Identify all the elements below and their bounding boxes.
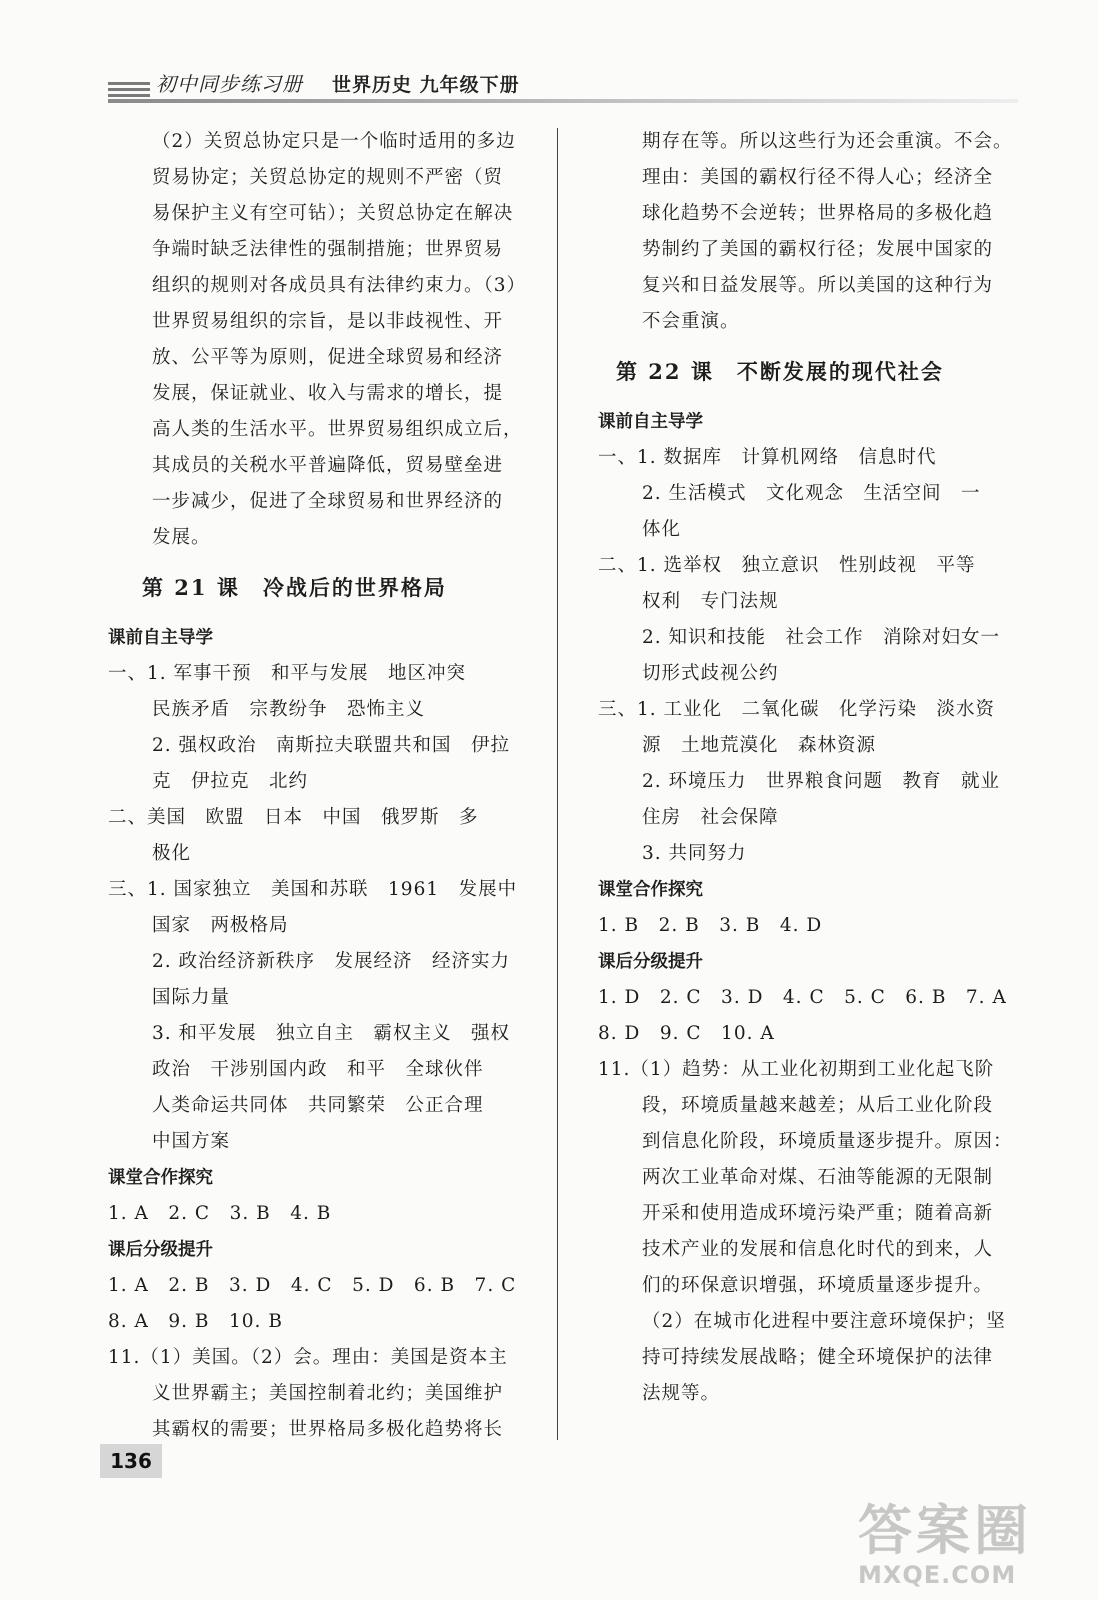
answer-line: 复兴和日益发展等。所以美国的这种行为 <box>642 275 994 296</box>
page-number: 136 <box>100 1444 162 1478</box>
answer-line: 2. 知识和技能 社会工作 消除对妇女一 <box>642 627 1001 648</box>
answer-line: 二、1. 选举权 独立意识 性别歧视 平等 <box>598 555 976 576</box>
answer-line: 2. 生活模式 文化观念 生活空间 一 <box>642 483 981 504</box>
series-title: 初中同步练习册 <box>156 72 303 96</box>
answer-line: （2）关贸总协定只是一个临时适用的多边 <box>152 131 516 152</box>
answer-line: 政治 干涉别国内政 和平 全球伙伴 <box>152 1059 484 1080</box>
right-column <box>598 124 1026 1412</box>
watermark-logo: 答案圈 <box>858 1499 1032 1562</box>
answer-line: 两次工业革命对煤、石油等能源的无限制 <box>642 1167 994 1188</box>
subject-title: 世界历史 九年级下册 <box>332 74 520 96</box>
answer-line: 国际力量 <box>152 987 231 1008</box>
section-heading: 课后分级提升 <box>598 952 703 972</box>
answer-line: 1. B 2. B 3. B 4. D <box>598 915 823 936</box>
section-heading: 课堂合作探究 <box>108 1168 213 1188</box>
answer-line: 体化 <box>642 519 682 540</box>
answer-line: 世界贸易组织的宗旨，是以非歧视性、开 <box>152 311 504 332</box>
answer-line: 球化趋势不会逆转；世界格局的多极化趋 <box>642 203 994 224</box>
answer-line: 1. D 2. C 3. D 4. C 5. C 6. B 7. A <box>598 987 1007 1008</box>
answer-line: 极化 <box>152 843 192 864</box>
answer-line: 一步减少，促进了全球贸易和世界经济的 <box>152 491 504 512</box>
lesson-title: 第 22 课 不断发展的现代社会 <box>616 359 944 384</box>
answer-line: 3. 共同努力 <box>642 843 747 864</box>
answer-line: 势制约了美国的霸权行径；发展中国家的 <box>642 239 994 260</box>
answer-line: 源 土地荒漠化 森林资源 <box>642 735 877 756</box>
answer-line: （2）在城市化进程中要注意环境保护；坚 <box>642 1311 1006 1332</box>
answer-line: 开采和使用造成环境污染严重；随着高新 <box>642 1203 994 1224</box>
answer-line: 三、1. 工业化 二氧化碳 化学污染 淡水资 <box>598 699 996 720</box>
answer-line: 高人类的生活水平。世界贸易组织成立后， <box>152 419 523 440</box>
answer-line: 易保护主义有空可钻）；关贸总协定在解决 <box>152 203 514 224</box>
answer-line: 理由：美国的霸权行径不得人心；经济全 <box>642 167 994 188</box>
answer-line: 1. A 2. C 3. B 4. B <box>108 1203 332 1224</box>
answer-line: 1. A 2. B 3. D 4. C 5. D 6. B 7. C <box>108 1275 517 1296</box>
answer-line: 民族矛盾 宗教纷争 恐怖主义 <box>152 699 426 720</box>
header-decoration <box>108 82 150 100</box>
answer-line: 中国方案 <box>152 1131 231 1152</box>
lesson-title: 第 21 课 冷战后的世界格局 <box>142 575 447 600</box>
answer-line: 发展。 <box>152 527 211 548</box>
answer-line: 11.（1）趋势：从工业化初期到工业化起飞阶 <box>598 1059 995 1080</box>
answer-line: 们的环保意识增强，环境质量逐步提升。 <box>642 1275 994 1296</box>
section-heading: 课前自主导学 <box>108 628 213 648</box>
answer-line: 8. D 9. C 10. A <box>598 1023 775 1044</box>
answer-line: 人类命运共同体 共同繁荣 公正合理 <box>152 1095 484 1116</box>
answer-line: 发展，保证就业、收入与需求的增长，提 <box>152 383 504 404</box>
answer-line: 2. 政治经济新秩序 发展经济 经济实力 <box>152 951 511 972</box>
watermark-url: MXQE.COM <box>858 1561 1017 1589</box>
answer-line: 三、1. 国家独立 美国和苏联 1961 发展中 <box>108 879 518 900</box>
answer-line: 法规等。 <box>642 1383 721 1404</box>
page-header <box>108 62 1028 104</box>
answer-line: 2. 环境压力 世界粮食问题 教育 就业 <box>642 771 1001 792</box>
answer-line: 技术产业的发展和信息化时代的到来，人 <box>642 1239 994 1260</box>
answer-line: 不会重演。 <box>642 311 740 332</box>
left-column <box>108 124 544 1448</box>
answer-line: 其霸权的需要；世界格局多极化趋势将长 <box>152 1419 504 1440</box>
answer-line: 11.（1）美国。（2）会。理由：美国是资本主 <box>108 1347 508 1368</box>
answer-line: 到信息化阶段，环境质量逐步提升。原因： <box>642 1131 1013 1152</box>
answer-line: 持可持续发展战略；健全环境保护的法律 <box>642 1347 994 1368</box>
answer-line: 放、公平等为原则，促进全球贸易和经济 <box>152 347 504 368</box>
answer-line: 组织的规则对各成员具有法律约束力。（3） <box>152 275 527 296</box>
site-watermark <box>858 1488 1068 1596</box>
answer-line: 义世界霸主；美国控制着北约；美国维护 <box>152 1383 504 1404</box>
answer-line: 一、1. 数据库 计算机网络 信息时代 <box>598 447 937 468</box>
answer-line: 权利 专门法规 <box>642 591 779 612</box>
section-heading: 课堂合作探究 <box>598 880 703 900</box>
answer-line: 期存在等。所以这些行为还会重演。不会。 <box>642 131 1013 152</box>
answer-line: 切形式歧视公约 <box>642 663 779 684</box>
answer-line: 8. A 9. B 10. B <box>108 1311 283 1332</box>
column-divider <box>557 128 558 1440</box>
answer-line: 贸易协定；关贸总协定的规则不严密（贸 <box>152 167 504 188</box>
section-heading: 课前自主导学 <box>598 412 703 432</box>
answer-line: 其成员的关税水平普遍降低，贸易壁垒进 <box>152 455 504 476</box>
section-heading: 课后分级提升 <box>108 1240 213 1260</box>
answer-line: 住房 社会保障 <box>642 807 779 828</box>
answer-line: 二、美国 欧盟 日本 中国 俄罗斯 多 <box>108 807 479 828</box>
answer-line: 克 伊拉克 北约 <box>152 771 309 792</box>
answer-line: 2. 强权政治 南斯拉夫联盟共和国 伊拉 <box>152 735 511 756</box>
answer-line: 争端时缺乏法律性的强制措施；世界贸易 <box>152 239 504 260</box>
answer-line: 国家 两极格局 <box>152 915 289 936</box>
answer-line: 段，环境质量越来越差；从后工业化阶段 <box>642 1095 994 1116</box>
header-rule <box>108 99 1018 103</box>
answer-line: 一、1. 军事干预 和平与发展 地区冲突 <box>108 663 467 684</box>
answer-line: 3. 和平发展 独立自主 霸权主义 强权 <box>152 1023 511 1044</box>
